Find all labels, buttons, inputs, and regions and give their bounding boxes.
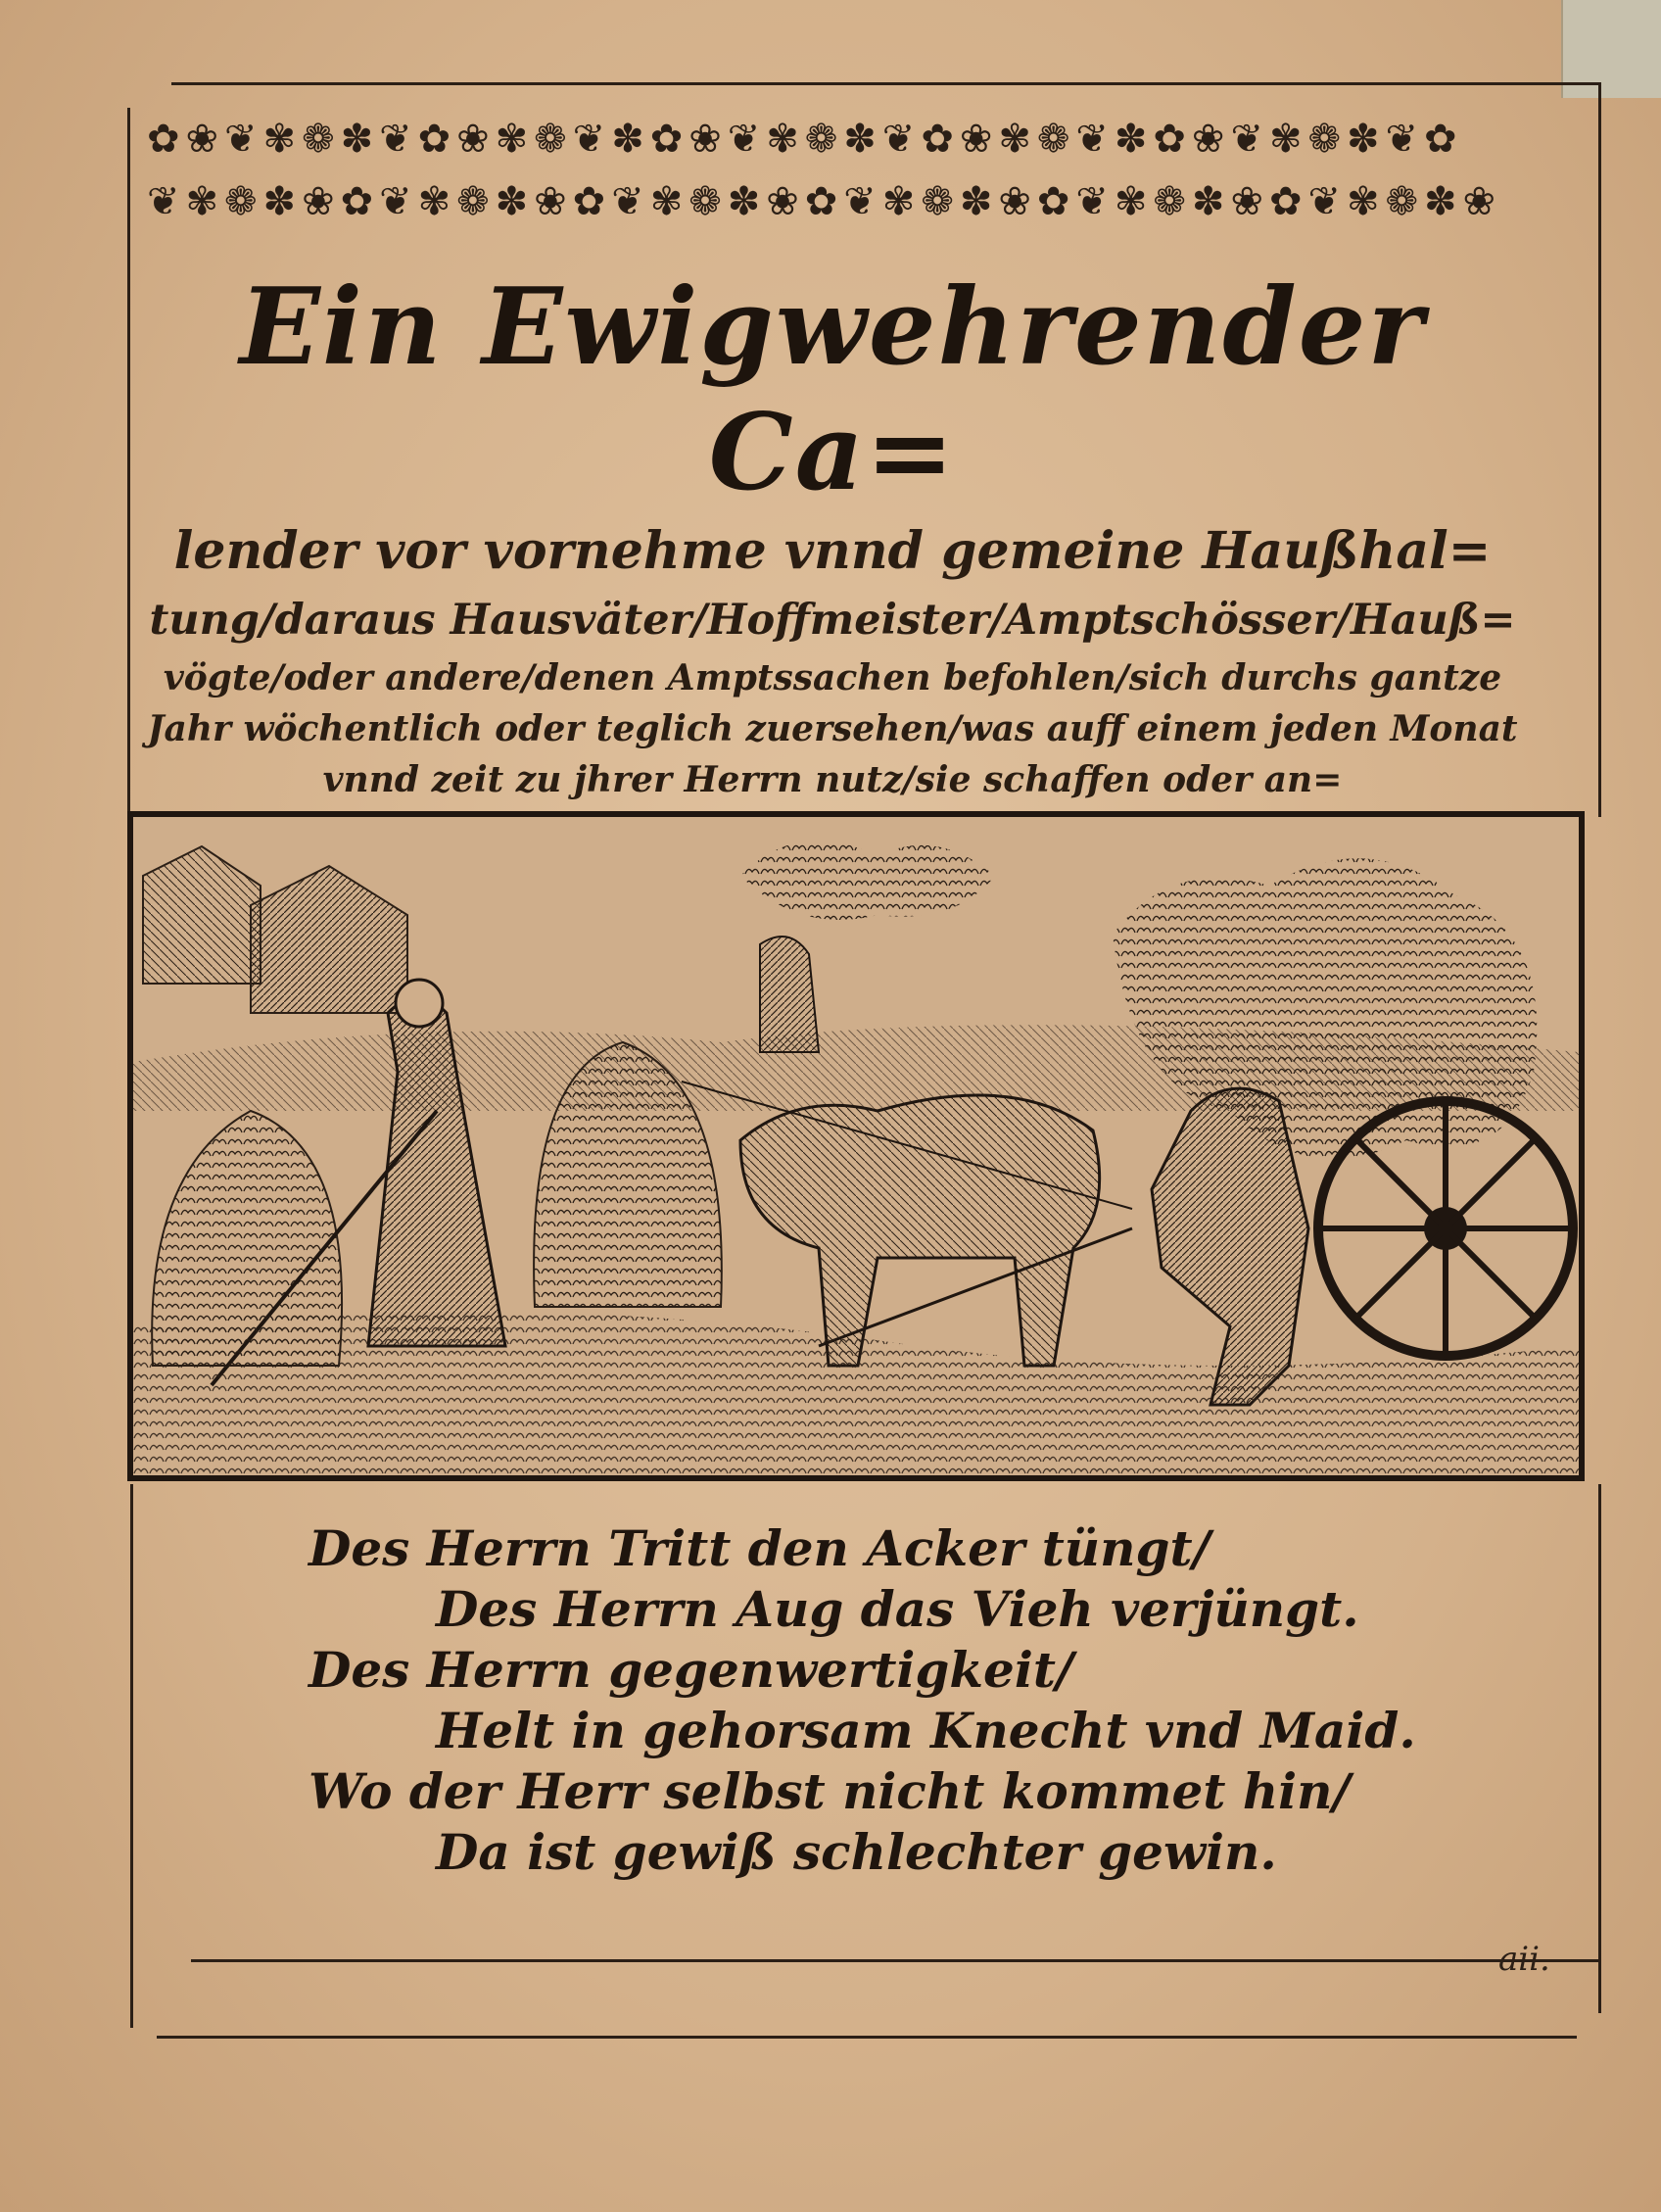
signature-mark: aii. — [1498, 1940, 1550, 1979]
woman-head — [396, 980, 443, 1027]
left-rule — [127, 108, 130, 813]
title-line-3: tung/daraus Hausväter/Hoffmeister/Amptschösser/Hauß= — [149, 596, 1516, 645]
bottom-rule-2 — [157, 2036, 1577, 2039]
title-block — [137, 264, 1528, 848]
verse-line-5: Wo der Herr selbst nicht kommet hin/ — [308, 1762, 1351, 1820]
ornamental-border — [147, 108, 1587, 240]
ornament-row-2: ❦✾❁✽❀✿❦✾❁✽❀✿❦✾❁✽❀✿❦✾❁✽❀✿❦✾❁✽❀✿❦✾❁✽❀ — [147, 179, 1502, 224]
right-rule — [1598, 82, 1601, 817]
verse-line-3: Des Herrn gegenwertigkeit/ — [308, 1641, 1074, 1699]
top-rule — [171, 82, 1601, 85]
wheel-spokes — [1318, 1101, 1573, 1356]
hill-shape — [133, 1025, 1579, 1111]
verse-line-2: Des Herrn Aug das Vieh verjüngt. — [436, 1580, 1359, 1638]
title-line-4: vögte/oder andere/denen Amptssachen befohlen/sich durchs gantze — [163, 657, 1502, 698]
right-rule-lower — [1598, 1484, 1601, 2013]
woodcut-scene — [133, 817, 1579, 1475]
verse-line-6: Da ist gewiß schlechter gewin. — [436, 1823, 1277, 1881]
ornament-row-1: ✿❀❦✾❁✽❦✿❀✾❁❦✽✿❀❦✾❁✽❦✿❀✾❁❦✽✿❀❦✾❁✽❦✿ — [147, 117, 1463, 162]
verse-block — [308, 1518, 1416, 1883]
woodcut-illustration — [127, 811, 1585, 1481]
verse-line-1: Des Herrn Tritt den Acker tüngt/ — [308, 1519, 1210, 1577]
title-line-2: lender vor vornehme vnnd gemeine Haußhal= — [173, 521, 1492, 581]
title-heading: Ein Ewigwehrender Ca= — [239, 265, 1426, 514]
left-rule-lower — [130, 1484, 133, 2028]
title-line-6: vnnd zeit zu jhrer Herrn nutz/sie schaffen oder an= — [322, 759, 1343, 800]
verse-line-4: Helt in gehorsam Knecht vnd Maid. — [436, 1702, 1416, 1759]
bottom-rule-1 — [191, 1959, 1601, 1962]
title-line-5: Jahr wöchentlich oder teglich zuersehen/was auff einem jeden Monat — [147, 708, 1518, 749]
